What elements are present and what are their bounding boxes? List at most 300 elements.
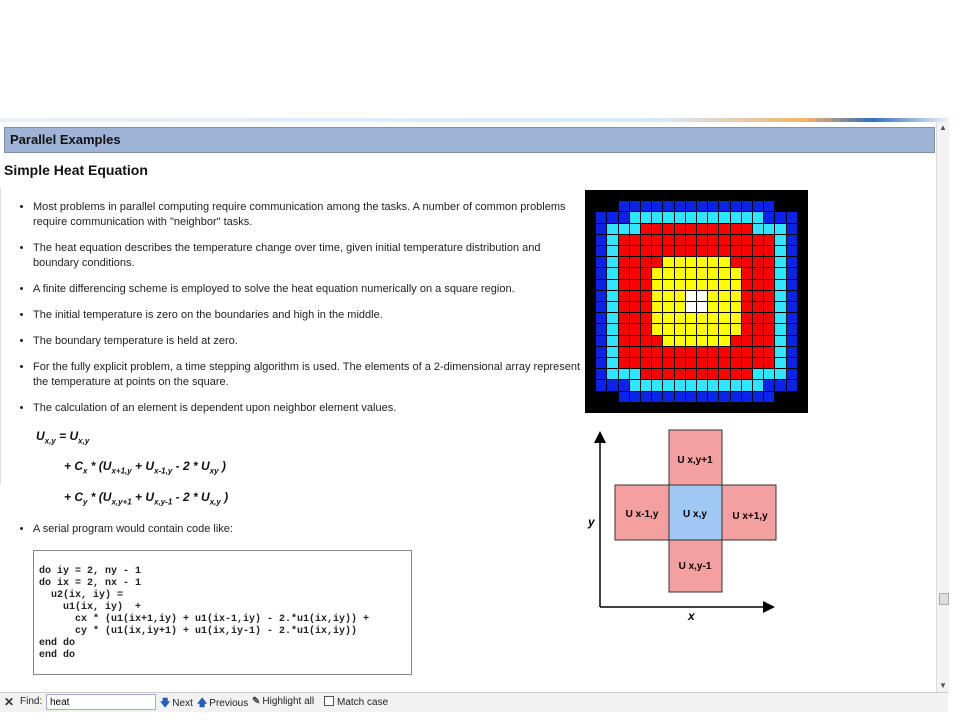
heat-grid-cell: [675, 369, 685, 379]
scroll-up-icon[interactable]: ▲: [939, 123, 947, 132]
bullet-item: • Most problems in parallel computing require communication among the tasks. A number of common problems require communication with "neighbor" tasks.: [33, 200, 581, 230]
heat-grid-cell: [585, 246, 595, 256]
heat-grid-cell: [719, 246, 729, 256]
code-line: do iy = 2, ny - 1: [39, 566, 142, 577]
heat-grid-cell: [630, 358, 640, 368]
heat-grid-cell: [697, 392, 707, 402]
heat-grid-cell: [663, 392, 673, 402]
heat-grid-cell: [663, 403, 673, 413]
heat-grid-cell: [585, 235, 595, 245]
heat-grid-cell: [775, 246, 785, 256]
heat-grid-cell: [686, 313, 696, 323]
heat-grid-cell: [663, 268, 673, 278]
heat-grid-cell: [798, 246, 808, 256]
x-axis-label: x: [688, 609, 695, 622]
heat-grid-cell: [686, 224, 696, 234]
heat-grid-cell: [641, 257, 651, 267]
heat-grid-cell: [630, 336, 640, 346]
heat-grid-cell: [675, 358, 685, 368]
code-block: [33, 550, 412, 675]
heat-grid-cell: [764, 324, 774, 334]
heat-grid-cell: [585, 369, 595, 379]
heat-grid-cell: [675, 302, 685, 312]
heat-grid-cell: [708, 380, 718, 390]
heat-grid-cell: [708, 291, 718, 301]
heat-grid-cell: [697, 358, 707, 368]
heat-grid-cell: [607, 246, 617, 256]
heat-grid-cell: [753, 291, 763, 301]
heat-grid-cell: [764, 358, 774, 368]
heat-grid-cell: [607, 336, 617, 346]
heat-grid-cell: [742, 224, 752, 234]
heat-grid-cell: [686, 392, 696, 402]
find-previous-button[interactable]: [197, 696, 248, 713]
heat-grid-cell: [798, 336, 808, 346]
heat-grid-cell: [619, 369, 629, 379]
heat-grid-cell: [764, 403, 774, 413]
heat-grid-cell: [798, 313, 808, 323]
heat-grid-cell: [641, 302, 651, 312]
heat-grid-cell: [708, 280, 718, 290]
heat-grid-cell: [641, 380, 651, 390]
heat-grid-cell: [585, 212, 595, 222]
heat-grid-cell: [686, 302, 696, 312]
heat-grid-cell: [663, 235, 673, 245]
heat-grid-cell: [619, 212, 629, 222]
bullet-item: • The initial temperature is zero on the boundaries and high in the middle.: [33, 308, 581, 323]
heat-grid-cell: [798, 212, 808, 222]
formula-line-1: $U_{x,y} = U_{x,y}$: [36, 429, 90, 446]
scroll-thumb[interactable]: [939, 593, 949, 605]
heat-grid-cell: [630, 280, 640, 290]
heat-grid-cell: [619, 302, 629, 312]
page-content: [0, 122, 936, 692]
heat-grid-cell: [764, 336, 774, 346]
heat-grid-cell: [719, 324, 729, 334]
heat-grid-cell: [731, 246, 741, 256]
heat-grid-cell: [787, 246, 797, 256]
heat-grid-cell: [719, 369, 729, 379]
heat-grid-cell: [630, 403, 640, 413]
find-previous-label: Previous: [209, 698, 249, 709]
heat-grid-cell: [652, 358, 662, 368]
heat-grid-cell: [787, 313, 797, 323]
heat-grid-cell: [775, 268, 785, 278]
heat-grid-cell: [708, 358, 718, 368]
heat-grid-cell: [619, 246, 629, 256]
heat-grid-cell: [731, 235, 741, 245]
heat-grid-cell: [731, 257, 741, 267]
heat-grid-cell: [697, 403, 707, 413]
heat-grid-cell: [798, 403, 808, 413]
heat-grid-cell: [641, 224, 651, 234]
stencil-label-right: U x+1,y: [732, 511, 768, 522]
heat-grid-cell: [652, 291, 662, 301]
heat-grid-cell: [731, 212, 741, 222]
heat-grid-cell: [652, 347, 662, 357]
heat-grid-cell: [652, 246, 662, 256]
heat-grid-cell: [708, 246, 718, 256]
heat-grid-cell: [596, 313, 606, 323]
heat-grid-cell: [675, 235, 685, 245]
heat-grid-cell: [585, 336, 595, 346]
heat-grid-cell: [764, 246, 774, 256]
heat-grid-cell: [596, 224, 606, 234]
heat-grid-cell: [663, 190, 673, 200]
heat-grid-cell: [641, 313, 651, 323]
heat-grid-cell: [719, 336, 729, 346]
heat-grid-cell: [753, 257, 763, 267]
heat-grid-cell: [619, 201, 629, 211]
stencil-label-top: U x,y+1: [677, 455, 713, 466]
heat-grid-cell: [652, 336, 662, 346]
heat-grid-cell: [652, 380, 662, 390]
heat-grid-cell: [585, 324, 595, 334]
heat-grid-cell: [798, 291, 808, 301]
heat-grid-cell: [607, 380, 617, 390]
heat-grid-cell: [585, 302, 595, 312]
find-next-button[interactable]: [160, 696, 193, 713]
heat-grid-cell: [596, 280, 606, 290]
heat-grid-cell: [787, 280, 797, 290]
heat-grid-cell: [798, 324, 808, 334]
heat-grid-cell: [697, 280, 707, 290]
heat-grid-cell: [753, 324, 763, 334]
heat-grid-cell: [596, 380, 606, 390]
heat-grid-cell: [675, 224, 685, 234]
heat-grid-cell: [630, 212, 640, 222]
heat-grid-cell: [787, 190, 797, 200]
heat-grid-cell: [641, 347, 651, 357]
heat-grid-cell: [585, 403, 595, 413]
heat-grid-cell: [742, 336, 752, 346]
heat-grid-cell: [596, 336, 606, 346]
heat-grid-cell: [630, 268, 640, 278]
heat-grid-cell: [753, 403, 763, 413]
heat-grid-cell: [742, 380, 752, 390]
heat-grid-cell: [663, 336, 673, 346]
heat-grid-cell: [798, 347, 808, 357]
heat-grid-cell: [596, 324, 606, 334]
heat-grid-cell: [787, 392, 797, 402]
heat-grid-cell: [798, 224, 808, 234]
heat-grid-cell: [798, 190, 808, 200]
heat-grid-cell: [652, 280, 662, 290]
heat-grid-cell: [630, 235, 640, 245]
heat-grid-cell: [652, 190, 662, 200]
heat-grid-cell: [675, 347, 685, 357]
heat-grid-cell: [652, 212, 662, 222]
heat-grid-cell: [630, 302, 640, 312]
heat-grid-cell: [652, 224, 662, 234]
heat-grid-cell: [787, 380, 797, 390]
heat-grid-cell: [585, 190, 595, 200]
heat-grid-cell: [753, 201, 763, 211]
heat-grid-cell: [742, 235, 752, 245]
heat-grid-cell: [708, 313, 718, 323]
code-line: cx * (u1(ix+1,iy) + u1(ix-1,iy) - 2.*u1(ix,iy)) +: [39, 614, 370, 625]
heat-grid-cell: [775, 190, 785, 200]
heat-grid-cell: [652, 235, 662, 245]
stencil-diagram: [584, 422, 784, 622]
bullet-list-code-intro: [18, 522, 581, 537]
vertical-scrollbar[interactable]: [936, 122, 949, 692]
heat-grid-cell: [708, 302, 718, 312]
bullet-item: • The boundary temperature is held at zero.: [33, 334, 581, 349]
heat-grid-cell: [742, 291, 752, 301]
heat-grid-cell: [731, 280, 741, 290]
code-line: u1(ix, iy) +: [39, 602, 142, 613]
heat-grid-cell: [641, 201, 651, 211]
heat-grid-cell: [731, 347, 741, 357]
heat-grid-cell: [764, 257, 774, 267]
heat-grid-cell: [708, 336, 718, 346]
heat-grid-cell: [798, 302, 808, 312]
heat-grid-cell: [607, 369, 617, 379]
heat-grid-cell: [630, 313, 640, 323]
heat-grid-cell: [764, 302, 774, 312]
heat-grid-cell: [585, 358, 595, 368]
find-input[interactable]: [46, 694, 156, 710]
heat-grid-cell: [686, 257, 696, 267]
heat-grid-cell: [686, 358, 696, 368]
heat-grid-cell: [686, 268, 696, 278]
heat-grid-cell: [641, 291, 651, 301]
match-case-label: Match case: [337, 697, 389, 708]
heat-grid-cell: [697, 291, 707, 301]
heat-grid-cell: [719, 380, 729, 390]
heat-grid-cell: [607, 302, 617, 312]
highlight-all-label: Highlight all: [262, 696, 315, 707]
heat-grid-cell: [697, 257, 707, 267]
heat-grid-cell: [619, 392, 629, 402]
heat-grid-cell: [607, 403, 617, 413]
heat-grid-cell: [775, 280, 785, 290]
heat-grid-cell: [585, 291, 595, 301]
bullet-item: • A serial program would contain code like:: [33, 522, 581, 537]
heat-grid-cell: [641, 246, 651, 256]
heat-grid-cell: [764, 347, 774, 357]
heat-grid-cell: [708, 347, 718, 357]
page-heading: Simple Heat Equation: [4, 162, 148, 178]
heat-grid-cell: [697, 324, 707, 334]
code-line: cy * (u1(ix,iy+1) + u1(ix,iy-1) - 2.*u1(ix,iy)): [39, 626, 358, 637]
heat-grid-cell: [753, 358, 763, 368]
heat-grid-cell: [742, 392, 752, 402]
arrow-up-icon: 🡅: [197, 698, 208, 709]
heat-grid-cell: [697, 224, 707, 234]
heat-grid-cell: [641, 280, 651, 290]
heat-grid-cell: [641, 212, 651, 222]
heat-grid-cell: [675, 313, 685, 323]
heat-grid-cell: [675, 336, 685, 346]
heat-grid-cell: [652, 313, 662, 323]
heat-grid-cell: [787, 268, 797, 278]
heat-grid-cell: [731, 302, 741, 312]
heat-grid-cell: [630, 369, 640, 379]
heat-grid-cell: [764, 392, 774, 402]
heat-grid-cell: [731, 380, 741, 390]
heat-grid-cell: [742, 403, 752, 413]
heat-grid-cell: [596, 358, 606, 368]
heat-grid-cell: [708, 268, 718, 278]
heat-grid-cell: [663, 212, 673, 222]
heat-grid-cell: [753, 347, 763, 357]
heat-grid-cell: [753, 369, 763, 379]
heat-grid-cell: [663, 201, 673, 211]
heat-grid-cell: [787, 369, 797, 379]
heat-grid-cell: [596, 212, 606, 222]
close-icon[interactable]: ✕: [3, 695, 15, 709]
heat-grid-cell: [697, 302, 707, 312]
heat-grid-cell: [753, 190, 763, 200]
heat-grid-cell: [787, 347, 797, 357]
heat-grid-cell: [596, 246, 606, 256]
y-axis-label: y: [588, 515, 595, 529]
heat-grid-cell: [719, 347, 729, 357]
heat-grid-cell: [787, 201, 797, 211]
heat-grid-cell: [619, 313, 629, 323]
heat-grid-cell: [764, 212, 774, 222]
heat-grid-cell: [753, 380, 763, 390]
heat-grid-cell: [619, 291, 629, 301]
heat-grid-cell: [708, 403, 718, 413]
heat-grid-cell: [686, 369, 696, 379]
heat-grid-cell: [775, 380, 785, 390]
heat-grid-cell: [663, 369, 673, 379]
heat-grid-cell: [798, 392, 808, 402]
heat-grid-cell: [787, 324, 797, 334]
heat-grid-cell: [719, 291, 729, 301]
heat-grid-cell: [731, 392, 741, 402]
heat-grid-cell: [596, 347, 606, 357]
heat-grid-cell: [596, 403, 606, 413]
heat-grid-cell: [630, 201, 640, 211]
heat-grid-cell: [742, 190, 752, 200]
match-case-checkbox[interactable]: [324, 696, 388, 708]
heat-grid-cell: [630, 392, 640, 402]
bullet-item: • The calculation of an element is dependent upon neighbor element values.: [33, 401, 581, 416]
heat-grid-cell: [686, 212, 696, 222]
heat-grid-cell: [641, 403, 651, 413]
heat-grid-cell: [697, 369, 707, 379]
heat-grid-cell: [742, 246, 752, 256]
heat-grid-cell: [719, 403, 729, 413]
heat-grid-cell: [686, 235, 696, 245]
bullet-item: • A finite differencing scheme is employed to solve the heat equation numerically on a square region.: [33, 282, 581, 297]
heat-grid-cell: [619, 380, 629, 390]
find-label: Find:: [20, 696, 43, 707]
heat-grid-cell: [607, 257, 617, 267]
heat-grid-cell: [641, 336, 651, 346]
stencil-label-left: U x-1,y: [625, 509, 659, 520]
heat-grid-cell: [675, 257, 685, 267]
heat-grid-cell: [753, 224, 763, 234]
heat-grid-cell: [742, 369, 752, 379]
heat-grid-cell: [753, 246, 763, 256]
heat-grid-cell: [787, 212, 797, 222]
heat-grid-cell: [719, 358, 729, 368]
heat-grid-cell: [798, 268, 808, 278]
heat-grid-cell: [697, 212, 707, 222]
heat-grid-cell: [719, 392, 729, 402]
code-line: do ix = 2, nx - 1: [39, 578, 142, 589]
heat-grid-cell: [798, 280, 808, 290]
heat-grid-cell: [775, 201, 785, 211]
heat-grid-cell: [731, 291, 741, 301]
heat-grid-cell: [697, 347, 707, 357]
heat-grid-cell: [775, 392, 785, 402]
heat-grid-cell: [798, 358, 808, 368]
heat-distribution-grid-image: [585, 190, 808, 413]
heat-grid-cell: [619, 235, 629, 245]
heat-grid-cell: [675, 392, 685, 402]
arrow-down-icon: 🡇: [160, 698, 171, 709]
bullet-list: [18, 200, 581, 427]
heat-grid-cell: [585, 380, 595, 390]
heat-grid-cell: [775, 212, 785, 222]
heat-grid-cell: [675, 403, 685, 413]
heat-grid-cell: [686, 403, 696, 413]
highlight-all-button[interactable]: [252, 696, 314, 707]
heat-grid-cell: [607, 212, 617, 222]
heat-grid-cell: [641, 190, 651, 200]
heat-grid-cell: [585, 268, 595, 278]
heat-grid-cell: [619, 280, 629, 290]
heat-grid-cell: [663, 246, 673, 256]
heat-grid-cell: [585, 347, 595, 357]
heat-grid-cell: [675, 280, 685, 290]
heat-grid-cell: [731, 358, 741, 368]
heat-grid-cell: [619, 257, 629, 267]
heat-grid-cell: [742, 324, 752, 334]
heat-grid-cell: [708, 324, 718, 334]
heat-grid-cell: [719, 224, 729, 234]
heat-grid-cell: [708, 224, 718, 234]
heat-grid-cell: [675, 291, 685, 301]
heat-grid-cell: [596, 190, 606, 200]
heat-grid-cell: [641, 268, 651, 278]
heat-grid-cell: [742, 268, 752, 278]
heat-grid-cell: [686, 380, 696, 390]
heat-grid-cell: [619, 403, 629, 413]
heat-grid-cell: [607, 190, 617, 200]
heat-grid-cell: [607, 201, 617, 211]
heat-grid-cell: [697, 201, 707, 211]
heat-grid-cell: [787, 235, 797, 245]
heat-grid-cell: [775, 403, 785, 413]
heat-grid-cell: [742, 212, 752, 222]
scroll-down-icon[interactable]: ▼: [939, 681, 947, 690]
heat-grid-cell: [798, 380, 808, 390]
heat-grid-cell: [775, 291, 785, 301]
heat-grid-cell: [585, 313, 595, 323]
heat-grid-cell: [764, 291, 774, 301]
heat-grid-cell: [686, 280, 696, 290]
heat-grid-cell: [585, 224, 595, 234]
heat-grid-cell: [708, 201, 718, 211]
heat-grid-cell: [675, 268, 685, 278]
heat-grid-cell: [775, 336, 785, 346]
heat-grid-cell: [652, 369, 662, 379]
heat-grid-cell: [607, 291, 617, 301]
heat-grid-cell: [731, 224, 741, 234]
heat-grid-cell: [775, 347, 785, 357]
heat-grid-cell: [585, 392, 595, 402]
section-title: Parallel Examples: [4, 127, 935, 153]
code-line: u2(ix, iy) =: [39, 590, 124, 601]
heat-grid-cell: [719, 302, 729, 312]
